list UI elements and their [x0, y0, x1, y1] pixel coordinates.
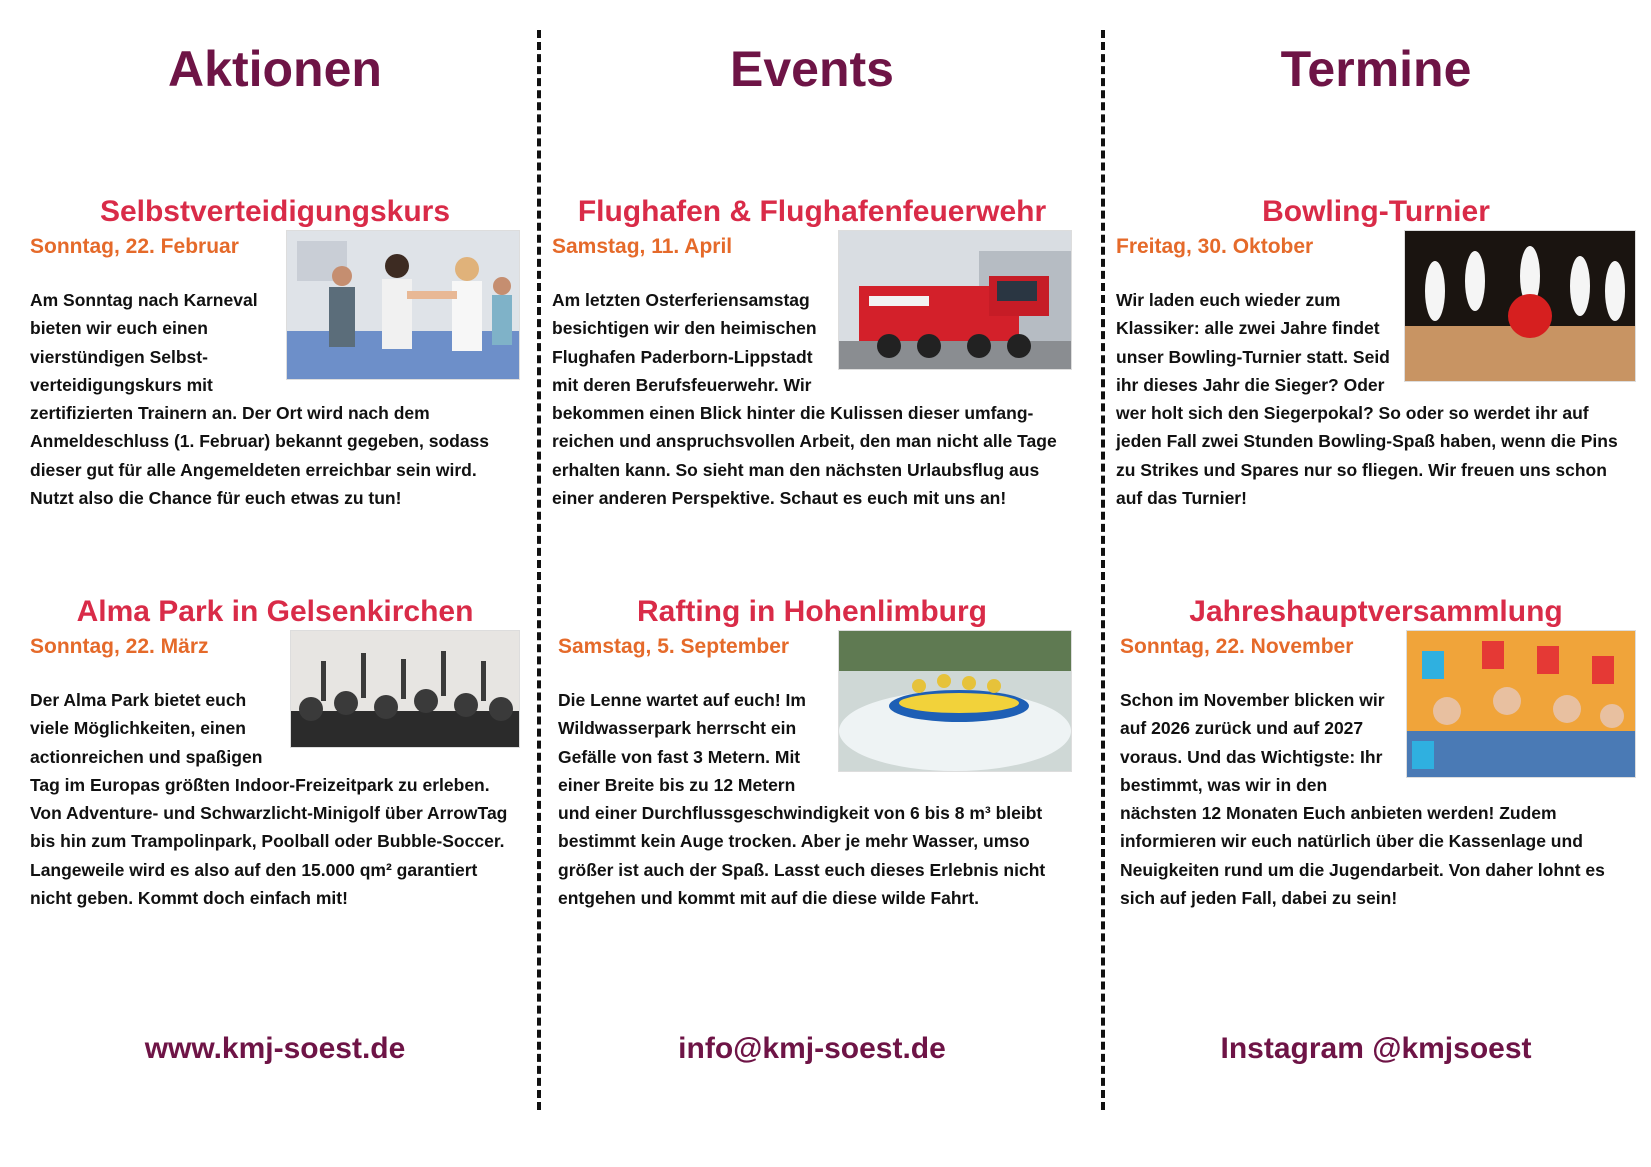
event-alma-park: [30, 594, 520, 912]
event-description: Am Sonntag nach Karneval bieten wir euch einen vierstündigen Selbst-verteidigungskurs mit zertifizierten Trainern an. Der Ort wird nach dem Anmeldeschluss (1. Februar) bekannt gegeben, sodass dieser gut für alle Angemeldeten erreichbar sein wird. Nutzt also die Chance für euch etwas zu tun!: [30, 290, 490, 509]
event-title: Jahreshauptversammlung: [1189, 595, 1563, 628]
event-flughafen: [552, 194, 1072, 512]
email-link[interactable]: info@kmj-soest.de: [678, 1032, 946, 1065]
event-jahreshauptversammlung: [1116, 594, 1636, 912]
column-title: Events: [730, 41, 894, 97]
event-date: Freitag, 30. Oktober: [1116, 235, 1314, 258]
column-aktionen: [30, 0, 520, 1167]
event-bowling: [1116, 194, 1636, 512]
voting-cards-photo: [1406, 630, 1636, 778]
event-description: Die Lenne wartet auf euch! Im Wildwasserpark herrscht ein Gefälle von fast 3 Metern. Mit einer Breite bis zu 12 Metern und einer Durchflussgeschwindigkeit von 6 bis 8 m³ bleibt bestimmt kein Auge trocken. Aber je mehr Wasser, umso größer ist auch der Spaß. Lasst euch dieses Erlebnis nicht entgehen und kommt mit auf die diese wilde Fahrt.: [558, 690, 1046, 909]
event-description: Schon im November blicken wir auf 2026 zurück und auf 2027 voraus. Und das Wichtigste: Ihr bestimmt, was wir in den nächsten 12 Monaten Euch anbieten werden! Zudem informieren wir euch natürlich über die Kassenlage und Neuigkeiten rund um die Jugendarbeit. Von daher lohnt es sich auf jeden Fall, dabei zu sein!: [1120, 690, 1605, 909]
column-title: Aktionen: [168, 41, 382, 97]
event-date: Samstag, 5. September: [558, 635, 790, 658]
column-divider-right: [1101, 30, 1105, 1110]
event-description: Wir laden euch wieder zum Klassiker: alle zwei Jahre findet unser Bowling-Turnier statt. Seid ihr dieses Jahr die Sieger? Oder wer holt sich den Siegerpokal? So oder so werdet ihr auf jeden Fall zwei Stunden Bowling-Spaß haben, wenn die Pins zu Strikes und Spares nur so fliegen. Wir freuen uns schon auf das Turnier!: [1116, 290, 1618, 509]
self-defense-photo: [286, 230, 520, 380]
event-rafting: [552, 594, 1072, 912]
column-events: [552, 0, 1072, 1167]
event-title: Selbstverteidigungskurs: [99, 195, 451, 228]
instagram-link[interactable]: Instagram @kmjsoest: [1220, 1032, 1532, 1065]
event-title: Alma Park in Gelsenkirchen: [76, 595, 474, 628]
website-link[interactable]: www.kmj-soest.de: [144, 1032, 406, 1065]
event-date: Sonntag, 22. Februar: [30, 235, 239, 258]
column-termine: [1116, 0, 1636, 1167]
event-date: Sonntag, 22. März: [30, 635, 209, 658]
event-selbstverteidigung: [30, 194, 520, 512]
column-title: Termine: [1280, 41, 1472, 97]
event-description: Am letzten Osterferiensamstag besichtigen wir den heimischen Flughafen Paderborn-Lippstadt mit deren Berufsfeuerwehr. Wir bekommen einen Blick hinter die Kulissen dieser umfang-reichen und anspruchsvollen Arbeit, den man nicht alle Tage erhalten kann. So sieht man den nächsten Urlaubsflug aus einer anderen Perspektive. Schaut es euch mit uns an!: [552, 290, 1057, 509]
rafting-photo: [838, 630, 1072, 772]
column-divider-left: [537, 30, 541, 1110]
fire-truck-photo: [838, 230, 1072, 370]
event-title: Flughafen & Flughafenfeuerwehr: [577, 195, 1047, 228]
crowd-cheering-photo: [290, 630, 520, 748]
event-title: Bowling-Turnier: [1262, 195, 1490, 228]
event-date: Samstag, 11. April: [552, 235, 733, 258]
event-description: Der Alma Park bietet euch viele Möglichkeiten, einen actionreichen und spaßigen Tag im Europas größten Indoor-Freizeitpark zu erleben. Von Adventure- und Schwarzlicht-Minigolf über ArrowTag bis hin zum Trampolinpark, Poolball oder Bubble-Soccer. Langeweile wird es also auf den 15.000 qm² garantiert nicht geben. Kommt doch einfach mit!: [30, 690, 508, 909]
event-title: Rafting in Hohenlimburg: [637, 595, 987, 628]
event-date: Sonntag, 22. November: [1120, 635, 1354, 658]
bowling-photo: [1404, 230, 1636, 382]
